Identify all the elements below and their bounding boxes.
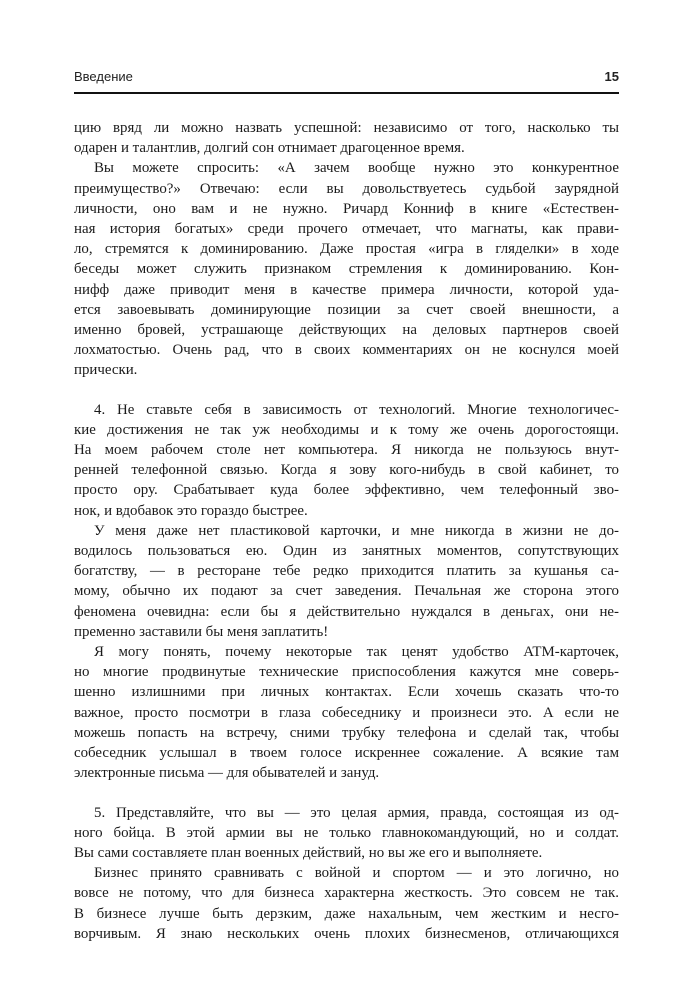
text-line: нифф даже приводит меня в качестве примера личности, которой уда- (74, 281, 619, 298)
text-line: 5. Представляйте, что вы — это целая армия, правда, состоящая из од- (94, 804, 619, 821)
text-line: беседы может служить признаком стремления к доминированию. Кон- (74, 261, 619, 278)
text-line: Я могу понять, почему некоторые так ценят удобство ATM-карточек, (94, 644, 619, 661)
text-line: ло, стремятся к доминированию. Даже простая «игра в гляделки» в ходе (74, 241, 619, 258)
text-line: Вы сами составляете план военных действий, но вы же его и выполняете. (74, 844, 543, 861)
text-line: просто ору. Срабатывает куда более эффективно, чем телефонный зво- (74, 482, 619, 499)
text-line: но многие продвинутые технические приспособления кажутся мне соверь- (74, 664, 619, 681)
text-line: ная история богатых» среди прочего отмечает, что магнаты, как прави- (74, 221, 619, 238)
paragraph (74, 521, 619, 642)
text-line: нок, и вдобавок это гораздо быстрее. (74, 502, 308, 519)
section-title: Введение (74, 69, 133, 84)
text-line: преимущество?» Отвечаю: если вы довольствуетесь судьбой заурядной (74, 180, 619, 197)
header-rule (74, 92, 619, 94)
text-line: шенно излишними при личных контактах. Если хочешь сказать что-то (74, 684, 619, 701)
text-line: электронные письма — для обывателей и зануд. (74, 765, 380, 782)
text-line: личности, оно вам и не нужно. Ричард Конниф в книге «Естествен- (74, 200, 619, 217)
text-line: ренней телефонной связью. Когда я зову кого-нибудь в свой кабинет, то (74, 462, 619, 479)
text-line: собеседник услышал в твоем голосе искреннее сожаление. А всякие там (74, 745, 619, 762)
text-line: На моем рабочем столе нет компьютера. Я никогда не пользуюсь внут- (74, 442, 619, 459)
paragraph-gap (74, 784, 619, 803)
text-line: мому, обычно их подают за счет заведения. Печальная же сторона этого (74, 583, 619, 600)
text-line: цию вряд ли можно назвать успешной: независимо от того, насколько ты (74, 120, 619, 136)
paragraph (74, 158, 619, 380)
text-line: прически. (74, 362, 138, 379)
text-line: одарен и талантлив, долгий сон отнимает драгоценное время. (74, 140, 465, 157)
text-line: Бизнес принято сравнивать с войной и спортом — и это логично, но (94, 865, 619, 882)
paragraph (74, 118, 619, 158)
text-line: кие достижения не так уж необходимы и к тому же очень дорогостоящи. (74, 421, 619, 438)
text-line: 4. Не ставьте себя в зависимость от технологий. Многие технологичес- (94, 401, 619, 418)
text-line: важное, просто посмотри в глаза собеседнику и произнеси это. А если не (74, 704, 619, 721)
text-line: именно бровей, устрашающе действующих на деловых партнеров своей (74, 322, 619, 339)
text-line: Вы можете спросить: «А зачем вообще нужно это конкурентное (94, 160, 619, 177)
text-line: ворчивым. Я знаю нескольких очень плохих бизнесменов, отличающихся (74, 925, 619, 942)
page-number: 15 (604, 69, 619, 84)
text-line: пременно заставили бы меня заплатить! (74, 623, 329, 640)
text-line: водилось пользоваться ею. Один из занятных моментов, сопутствующих (74, 543, 619, 560)
paragraph (74, 863, 619, 944)
paragraph-gap (74, 381, 619, 400)
text-line: ется завоевывать доминирующие позиции за счет своей внешности, а (74, 301, 619, 318)
paragraph (74, 400, 619, 521)
text-line: ного бойца. В этой армии вы не только главнокомандующий, но и солдат. (74, 824, 619, 841)
paragraph (74, 642, 619, 783)
text-line: можешь попасть на встречу, сними трубку телефона и сделай так, чтобы (74, 724, 619, 741)
paragraph (74, 803, 619, 864)
body-text (74, 118, 619, 944)
text-line: вовсе не потому, что для бизнеса характерна жесткость. Это совсем не так. (74, 885, 619, 902)
text-line: У меня даже нет пластиковой карточки, и мне никогда в жизни не до- (94, 522, 619, 539)
text-line: богатству, — в ресторане тебе редко приходится платить за кушанья са- (74, 563, 619, 580)
text-line: В бизнесе лучше быть дерзким, даже нахальным, чем жестким и несго- (74, 905, 619, 922)
text-line: феномена очевидна: если бы я действительно нуждался в деньгах, они не- (74, 603, 619, 620)
text-line: лохматостью. Очень рад, что в своих комментариях он не коснулся моей (74, 342, 619, 359)
